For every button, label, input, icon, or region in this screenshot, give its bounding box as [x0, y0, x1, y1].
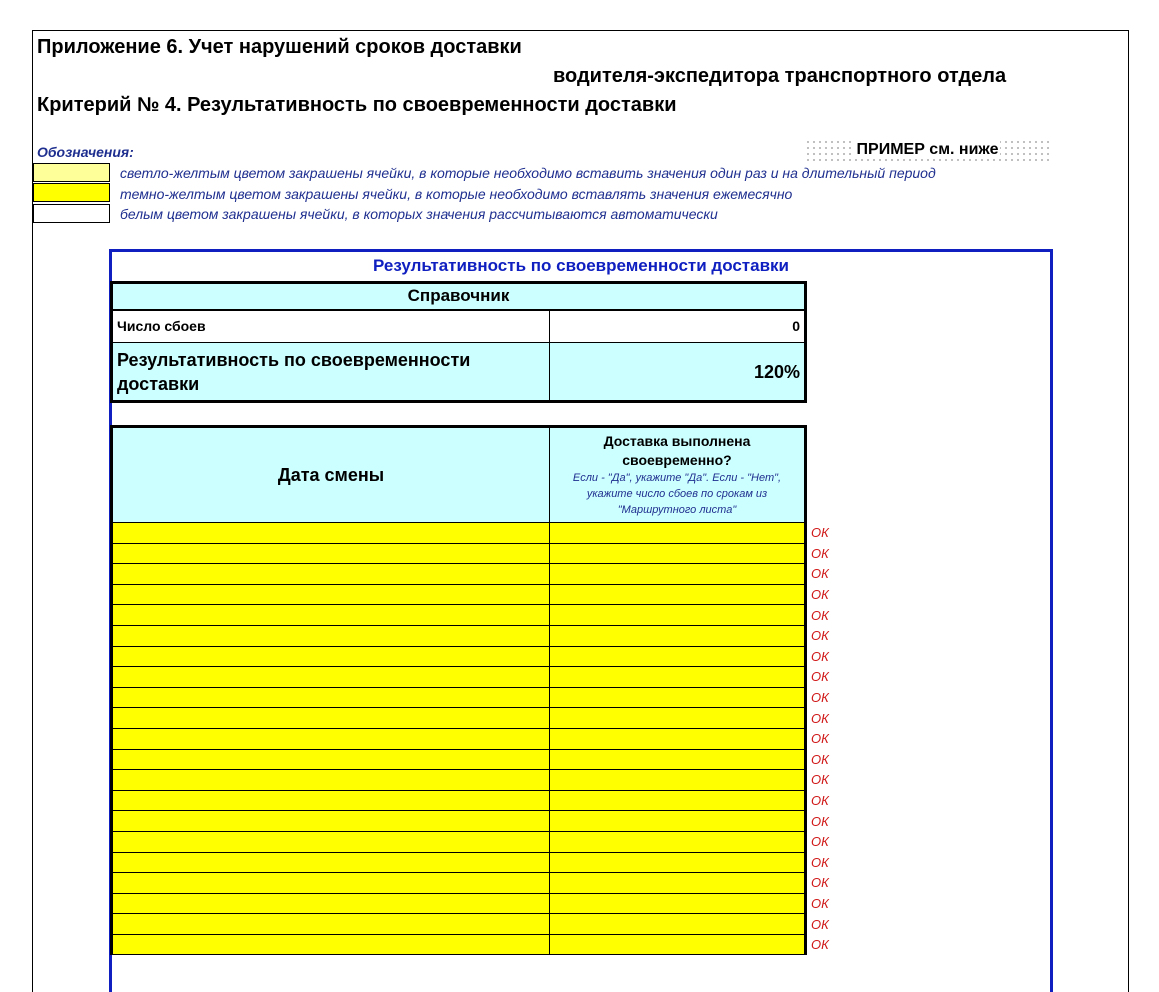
row-status-label: ОК	[811, 854, 829, 870]
date-input-cell[interactable]	[112, 523, 550, 544]
column-header-delivered	[550, 427, 806, 523]
date-input-cell[interactable]	[112, 893, 550, 914]
date-input-cell[interactable]	[112, 687, 550, 708]
date-input-cell[interactable]	[112, 625, 550, 646]
date-input-cell[interactable]	[112, 667, 550, 688]
failures-value-cell[interactable]: 0	[550, 310, 806, 343]
page-title-line2: водителя-экспедитора транспортного отдела	[553, 65, 1007, 87]
delivered-input-cell[interactable]	[550, 934, 806, 955]
date-input-cell[interactable]	[112, 811, 550, 832]
table-row	[112, 811, 866, 832]
row-status-label: ОК	[811, 834, 829, 850]
row-status-label: ОК	[811, 648, 829, 664]
delivered-input-cell[interactable]	[550, 770, 806, 791]
date-input-cell[interactable]	[112, 914, 550, 935]
delivered-input-cell[interactable]	[550, 811, 806, 832]
delivered-input-cell[interactable]	[550, 893, 806, 914]
delivered-input-cell[interactable]	[550, 523, 806, 544]
date-input-cell[interactable]	[112, 770, 550, 791]
table-row	[112, 893, 866, 914]
failures-label: Число сбоев	[112, 310, 550, 343]
date-input-cell[interactable]	[112, 873, 550, 894]
row-status-label: ОК	[811, 875, 829, 891]
table-row	[112, 543, 866, 564]
legend-heading: Обозначения:	[37, 144, 134, 160]
date-input-cell[interactable]	[112, 790, 550, 811]
table-row	[112, 749, 866, 770]
example-note-text: ПРИМЕР см. ниже	[856, 141, 999, 158]
row-status-label: ОК	[811, 669, 829, 685]
delivered-input-cell[interactable]	[550, 646, 806, 667]
legend-text-light-yellow: светло-желтым цветом закрашены ячейки, в которые необходимо вставить значения один раз и на длительный период	[120, 165, 936, 181]
delivered-input-cell[interactable]	[550, 667, 806, 688]
date-input-cell[interactable]	[112, 749, 550, 770]
delivered-input-cell[interactable]	[550, 625, 806, 646]
date-input-cell[interactable]	[112, 584, 550, 605]
legend-text-dark-yellow: темно-желтым цветом закрашены ячейки, в которые необходимо вставлять значения ежемесячно	[120, 186, 793, 202]
row-status-label: ОК	[811, 793, 829, 809]
delivered-input-cell[interactable]	[550, 831, 806, 852]
date-input-cell[interactable]	[112, 605, 550, 626]
legend-text-white: белым цветом закрашены ячейки, в которых значения рассчитываются автоматически	[120, 206, 718, 222]
table-row	[112, 708, 866, 729]
delivered-input-cell[interactable]	[550, 605, 806, 626]
date-input-cell[interactable]	[112, 564, 550, 585]
row-status-label: ОК	[811, 772, 829, 788]
row-status-label: ОК	[811, 587, 829, 603]
table-row	[112, 934, 866, 955]
date-input-cell[interactable]	[112, 728, 550, 749]
date-input-cell[interactable]	[112, 708, 550, 729]
delivered-input-cell[interactable]	[550, 873, 806, 894]
table-row	[112, 625, 866, 646]
result-label: Результативность по своевременности доставки	[112, 343, 550, 402]
row-status-label: ОК	[811, 916, 829, 932]
table-row	[112, 914, 866, 935]
date-input-cell[interactable]	[112, 831, 550, 852]
legend-swatch-dark-yellow	[33, 183, 110, 202]
criterion-title: Критерий № 4. Результативность по своевременности доставки	[37, 94, 677, 116]
page-title: Приложение 6. Учет нарушений сроков доставки	[37, 36, 522, 58]
table-row	[112, 646, 866, 667]
delivered-input-cell[interactable]	[550, 852, 806, 873]
delivered-input-cell[interactable]	[550, 543, 806, 564]
delivered-input-cell[interactable]	[550, 584, 806, 605]
row-status-label: ОК	[811, 895, 829, 911]
row-status-label: ОК	[811, 731, 829, 747]
row-status-label: ОК	[811, 751, 829, 767]
table-row	[112, 852, 866, 873]
reference-heading: Справочник	[112, 283, 806, 310]
row-status-label: ОК	[811, 813, 829, 829]
table-row	[112, 605, 866, 626]
date-input-cell[interactable]	[112, 543, 550, 564]
table-row	[112, 831, 866, 852]
row-status-label: ОК	[811, 690, 829, 706]
delivered-input-cell[interactable]	[550, 790, 806, 811]
legend-swatch-white	[33, 204, 110, 223]
column-header-date: Дата смены	[112, 427, 550, 523]
section-title: Результативность по своевременности доставки	[372, 256, 789, 275]
row-status-label: ОК	[811, 566, 829, 582]
row-status-label: ОК	[811, 710, 829, 726]
row-status-label: ОК	[811, 628, 829, 644]
delivered-input-cell[interactable]	[550, 687, 806, 708]
table-row	[112, 687, 866, 708]
delivered-input-cell[interactable]	[550, 708, 806, 729]
column-header-hint: Если - "Да", укажите "Да". Если - "Нет", укажите число сбоев по срокам из "Маршрутного листа"	[572, 472, 782, 516]
example-note	[805, 139, 1050, 161]
table-row	[112, 523, 866, 544]
table-row	[112, 873, 866, 894]
table-row	[112, 584, 866, 605]
result-value-cell[interactable]: 120%	[550, 343, 806, 402]
table-row	[112, 667, 866, 688]
table-row	[112, 728, 866, 749]
delivered-input-cell[interactable]	[550, 914, 806, 935]
row-status-label: ОК	[811, 545, 829, 561]
row-status-label: ОК	[811, 607, 829, 623]
date-input-cell[interactable]	[112, 934, 550, 955]
legend-swatch-light-yellow	[33, 163, 110, 182]
status-column-header	[806, 427, 866, 523]
delivered-input-cell[interactable]	[550, 749, 806, 770]
delivered-input-cell[interactable]	[550, 728, 806, 749]
table-row	[112, 770, 866, 791]
table-row	[112, 564, 866, 585]
delivered-input-cell[interactable]	[550, 564, 806, 585]
row-status-label: ОК	[811, 937, 829, 953]
reference-table	[110, 281, 807, 403]
table-row	[112, 790, 866, 811]
row-status-label: ОК	[811, 525, 829, 541]
column-header-delivered-title: Доставка выполнена своевременно?	[603, 433, 751, 468]
date-input-cell[interactable]	[112, 646, 550, 667]
delivery-table	[110, 425, 867, 955]
date-input-cell[interactable]	[112, 852, 550, 873]
